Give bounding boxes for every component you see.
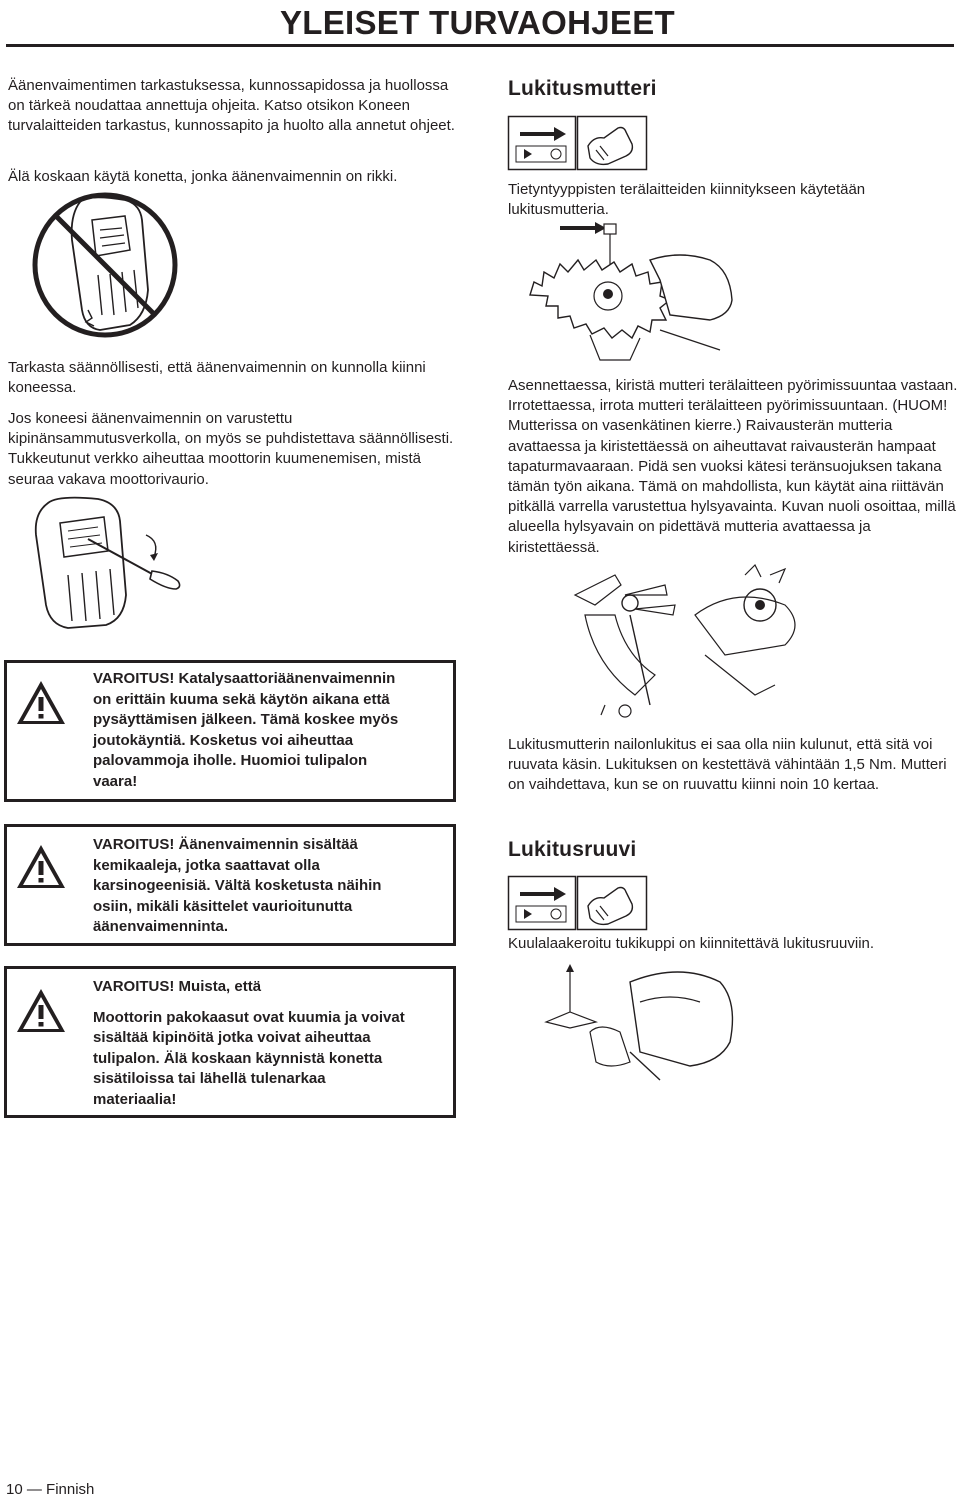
warning-triangle-icon bbox=[15, 843, 67, 891]
page-footer bbox=[6, 1481, 94, 1498]
warning-text: VAROITUS! Äänenvaimennin sisältää kemikaaleja, jotka saattavat olla karsinogeenisiä. Vältä kosketusta näihin osiin, mikäli käsittelet vaurioitunutta äänenvaimenninta. bbox=[93, 836, 382, 936]
muffler-cleaning-illustration bbox=[28, 495, 188, 630]
support-cup-illustration bbox=[540, 962, 740, 1082]
paragraph-never-use: Älä koskaan käytä konetta, jonka äänenvaimennin on rikki. bbox=[8, 168, 398, 185]
section-heading-lock-nut: Lukitusmutteri bbox=[508, 77, 657, 100]
prohibited-muffler-illustration bbox=[30, 190, 180, 340]
trimmer-heads-illustration bbox=[555, 565, 815, 725]
lock-screw-symbol-panel bbox=[508, 876, 648, 930]
paragraph-lock-nut-instructions: Asennettaessa, kiristä mutteri terälaitteen pyörimissuuntaa vastaan. Irrotettaessa, irrota mutteri terälaitteen pyörimissuuntaan. (HUOM! Mutterissa on vasenkätinen kierre.) Raivausterän mutteria avattaessa ja kiristettäessä on aiheuttavat raivausterän hampaat tapaturmavaaraan. Pidä sen vuoksi kätesi teränsuojuksen takana tämän työn aikana. Tämä on mahdollista, kun käytät aina riittävän pitkällä varrella varustettua hylsyavainta. Kuvan nuoli osoittaa, millä alueella hylsyavain on pidettävä mutteria avattaessa ja kiristettäessä. bbox=[508, 377, 958, 556]
warning-triangle-icon bbox=[15, 987, 67, 1035]
page-title: YLEISET TURVAOHJEET bbox=[279, 4, 675, 41]
paragraph-nylon-lock: Lukitusmutterin nailonlukitus ei saa olla niin kulunut, että sitä voi ruuvata käsin. Lukituksen on kestettävä vähintään 1,5 Nm. Mutteri on vaihdettava, kun se on ruuvattu kiinni noin 10 kertaa. bbox=[508, 736, 947, 794]
paragraph-inspection: Äänenvaimentimen tarkastuksessa, kunnossapidossa ja huollossa on tärkeä noudattaa annettuja ohjeita. Katso otsikon Koneen turvalaitteiden tarkastus, kunnossapito ja huolto alla annetut ohjeet. bbox=[8, 77, 455, 135]
warning-text: VAROITUS! Muista, että Moottorin pakokaasut ovat kuumia ja voivat sisältää kipinöitä jotka voivat aiheuttaa tulipalon. Älä koskaan käynnistä konetta sisätiloissa tai lähellä tulenarkaa materiaalia! bbox=[93, 978, 405, 1108]
warning-triangle-icon bbox=[15, 679, 67, 727]
paragraph-lock-nut-intro: Tietyntyyppisten terälaitteiden kiinnitykseen käytetään lukitusmutteria. bbox=[508, 181, 866, 219]
section-heading-lock-screw: Lukitusruuvi bbox=[508, 838, 637, 861]
warning-box-catalytic bbox=[4, 660, 456, 802]
footer-language: Finnish bbox=[46, 1481, 95, 1498]
warning-box-chemicals bbox=[4, 824, 456, 946]
paragraph-lock-screw: Kuulalaakeroitu tukikuppi on kiinnitettävä lukitusruuviin. bbox=[508, 935, 875, 952]
paragraph-check-attached: Tarkasta säännöllisesti, että äänenvaimennin on kunnolla kiinni koneessa. bbox=[8, 359, 426, 397]
warning-text: VAROITUS! Katalysaattoriäänenvaimennin on erittäin kuuma sekä käytön aikana että pysäyttämisen jälkeen. Tämä koskee myös joutokäyntiä. Kosketus voi aiheuttaa palovammoja iholle. Huomioi tulipalon vaara! bbox=[93, 670, 399, 790]
header-rule bbox=[6, 44, 954, 47]
warning-box-exhaust bbox=[4, 966, 456, 1118]
page-number: 10 bbox=[6, 1481, 23, 1498]
paragraph-spark-arrestor: Jos koneesi äänenvaimennin on varustettu kipinänsammutusverkolla, on myös se puhdistettava säännöllisesti. Tukkeutunut verkko aiheuttaa moottorin kuumenemisen, mistä seuraa vakava moottorivaurio. bbox=[8, 410, 454, 488]
saw-blade-nut-illustration bbox=[520, 220, 740, 365]
footer-dash: — bbox=[26, 1481, 42, 1498]
lock-nut-symbol-panel bbox=[508, 116, 648, 170]
